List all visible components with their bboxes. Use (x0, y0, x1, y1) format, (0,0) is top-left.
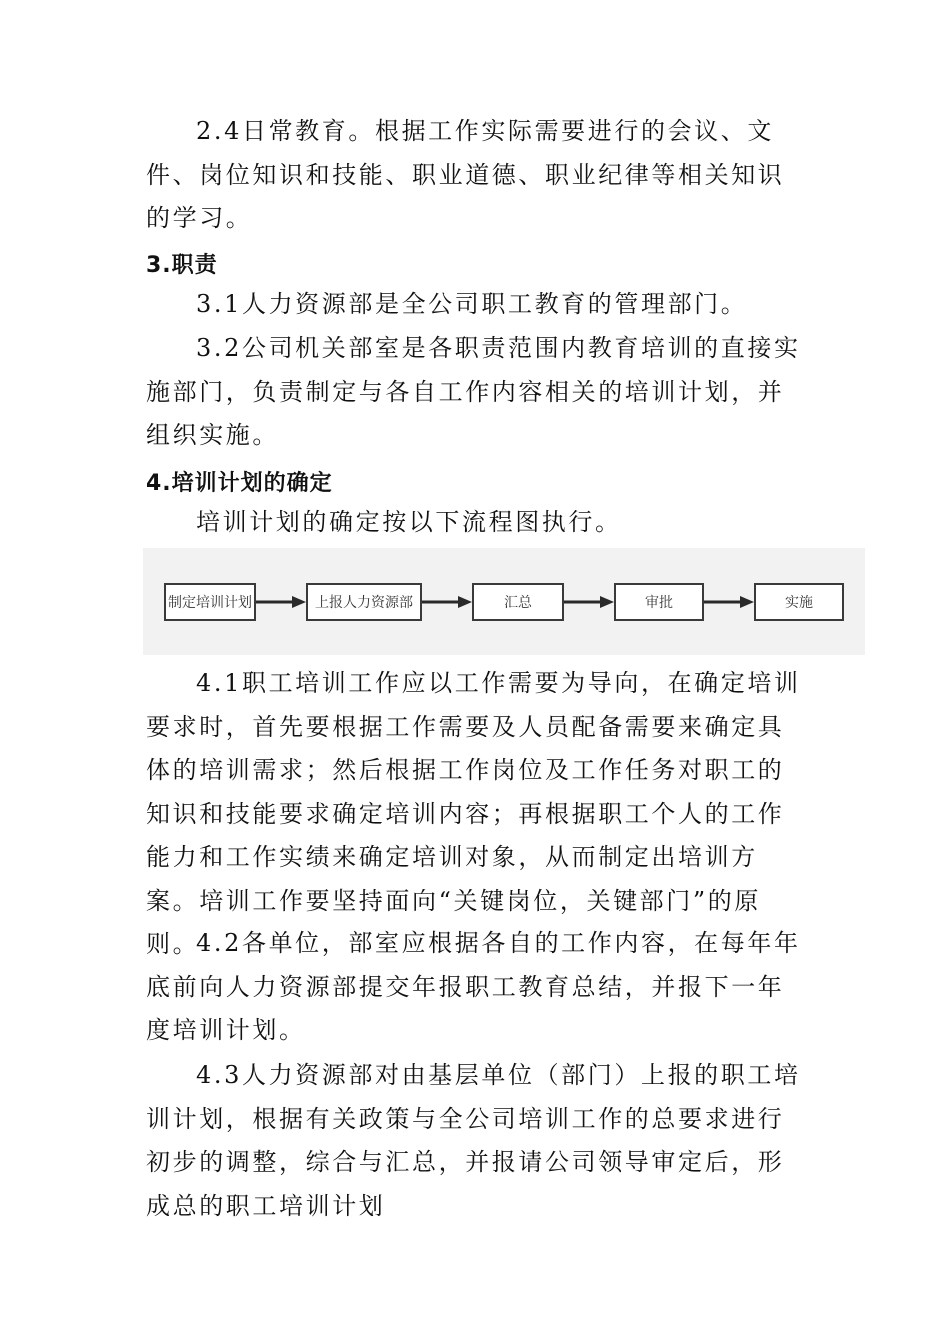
flow-arrow-icon (422, 594, 472, 610)
paragraph-4-2-text: 4.2各单位，部室应根据各自的工作内容，在每年年底前向人力资源部提交年报职工教育总结，并报下一年度培训计划。 (146, 929, 801, 1044)
flow-arrow-icon (704, 594, 754, 610)
paragraph-4-3-text: 4.3人力资源部对由基层单位（部门）上报的职工培训计划，根据有关政策与全公司培训工作的总要求进行初步的调整，综合与汇总，并报请公司领导审定后，形成总的职工培训计划 (146, 1061, 801, 1220)
flow-step-approve: 审批 (614, 583, 704, 621)
flow-arrow-icon (256, 594, 306, 610)
flow-step-report-hr: 上报人力资源部 (306, 583, 422, 621)
paragraph-2-4 (146, 110, 806, 241)
paragraph-3-2-text: 3.2公司机关部室是各职责范围内教育培训的直接实施部门，负责制定与各自工作内容相关的培训计划，并组织实施。 (146, 334, 801, 449)
paragraph-4-intro (146, 501, 806, 545)
paragraph-3-1-text: 3.1人力资源部是全公司职工教育的管理部门。 (196, 290, 748, 318)
paragraph-2-4-text: 2.4日常教育。根据工作实际需要进行的会议、文件、岗位知识和技能、职业道德、职业纪律等相关知识的学习。 (146, 117, 785, 232)
paragraph-4-3 (146, 1054, 806, 1228)
paragraph-4-2 (146, 922, 806, 1053)
heading-4-plan: 4.培训计划的确定 (146, 471, 333, 496)
flow-step-summarize: 汇总 (472, 583, 564, 621)
heading-3-duties: 3.职责 (146, 253, 218, 278)
paragraph-4-1-text: 4.1职工培训工作应以工作需要为导向，在确定培训要求时，首先要根据工作需要及人员配备需要来确定具体的培训需求；然后根据工作岗位及工作任务对职工的知识和技能要求确定培训内容；再根据职工个人的工作能力和工作实绩来确定培训对象，从而制定出培训方案。培训工作要坚持面向“关键岗位，关键部门”的原则。 (146, 669, 801, 958)
flow-arrow-icon (564, 594, 614, 610)
flow-step-implement: 实施 (754, 583, 844, 621)
paragraph-3-2 (146, 327, 806, 458)
paragraph-4-intro-text: 培训计划的确定按以下流程图执行。 (196, 508, 622, 536)
paragraph-3-1 (146, 283, 806, 327)
paragraph-4-1 (146, 662, 806, 967)
flow-step-make-plan: 制定培训计划 (164, 583, 256, 621)
